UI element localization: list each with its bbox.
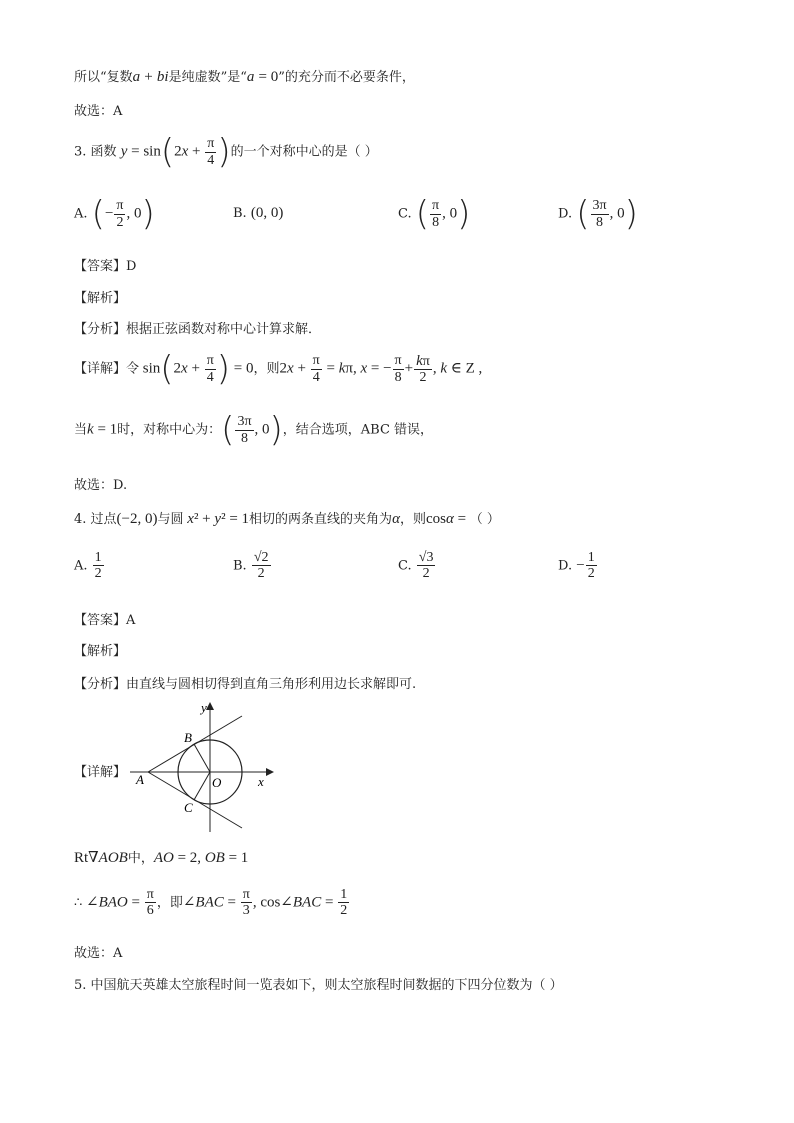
detail-line-4: ∴ ∠BAO = $\frac{\pi}{6}$ ，即∠BAC = $\frac{\pi}{3}$ , cos∠BAC = $\frac{1}{2}$ <box>74 887 348 919</box>
answer-label: 【答案】D <box>74 259 137 274</box>
geometry-figure <box>126 698 276 836</box>
option-d: D. ( $\frac{3\pi}{8}$ , 0) <box>558 194 638 234</box>
text-line: 所以“复数a + bi是纯虚数”是“a = 0”的充分而不必要条件， <box>74 69 415 85</box>
analysis-text: 【分析】由直线与圆相切得到直角三角形利用边长求解即可. <box>74 677 417 692</box>
svg-text:x: x <box>258 774 264 789</box>
svg-text:O: O <box>212 775 222 790</box>
analysis-text: 【分析】根据正弦函数对称中心计算求解． <box>74 322 322 337</box>
analysis-label: 【解析】 <box>74 644 127 659</box>
detail-label: 【详解】 <box>74 765 127 780</box>
detail-line-2: 当k = 1时，对称中心为：( $\frac{3\pi}{8}$ , 0)，结合选项，ABC 错误， <box>74 410 434 450</box>
option-a: A. $\frac{1}{2}$ <box>74 550 102 582</box>
option-c: C. $\frac{√3}{2}$ <box>398 550 434 582</box>
option-b: B. $\frac{√2}{2}$ <box>233 550 269 582</box>
detail-line-3: Rt∇AOB中，AO = 2, OB = 1 <box>74 850 249 866</box>
option-d: D. − $\frac{1}{2}$ <box>558 550 595 582</box>
svg-text:y: y <box>201 700 207 715</box>
detail-line: 【详解】令 sin(2x + $\frac{\pi}{4}$ ) = 0，则2x + $\frac{\pi}{4}$ = kπ, x = − $\frac{\pi}{8}$ + $\frac{k\pi}{2}$ , k ∈ Z , <box>74 349 483 389</box>
analysis-label: 【解析】 <box>74 291 127 306</box>
svg-text:C: C <box>184 800 193 815</box>
answer-choice: 故选：D. <box>74 478 128 493</box>
option-c: C. ( $\frac{\pi}{8}$ , 0) <box>398 194 471 234</box>
answer-label: 【答案】A <box>74 613 136 628</box>
question-5: 5. 中国航天英雄太空旅程时间一览表如下，则太空旅程时间数据的下四分位数为（ ） <box>74 978 563 993</box>
answer-choice: 故选：A <box>74 946 123 961</box>
svg-text:A: A <box>136 772 144 787</box>
question-4: 4. 过点(−2, 0)与圆 x² + y² = 1相切的两条直线的夹角为α，则cosα = （ ） <box>74 511 500 527</box>
option-a: A. (− $\frac{\pi}{2}$ , 0) <box>74 194 155 234</box>
question-3: 3. 函数 y = sin(2x + $\frac{\pi}{4}$ )的一个对称中心的是（ ） <box>74 132 378 172</box>
svg-text:B: B <box>184 730 192 745</box>
answer-choice: 故选：A <box>74 104 123 119</box>
option-b: B. (0, 0) <box>233 205 284 221</box>
